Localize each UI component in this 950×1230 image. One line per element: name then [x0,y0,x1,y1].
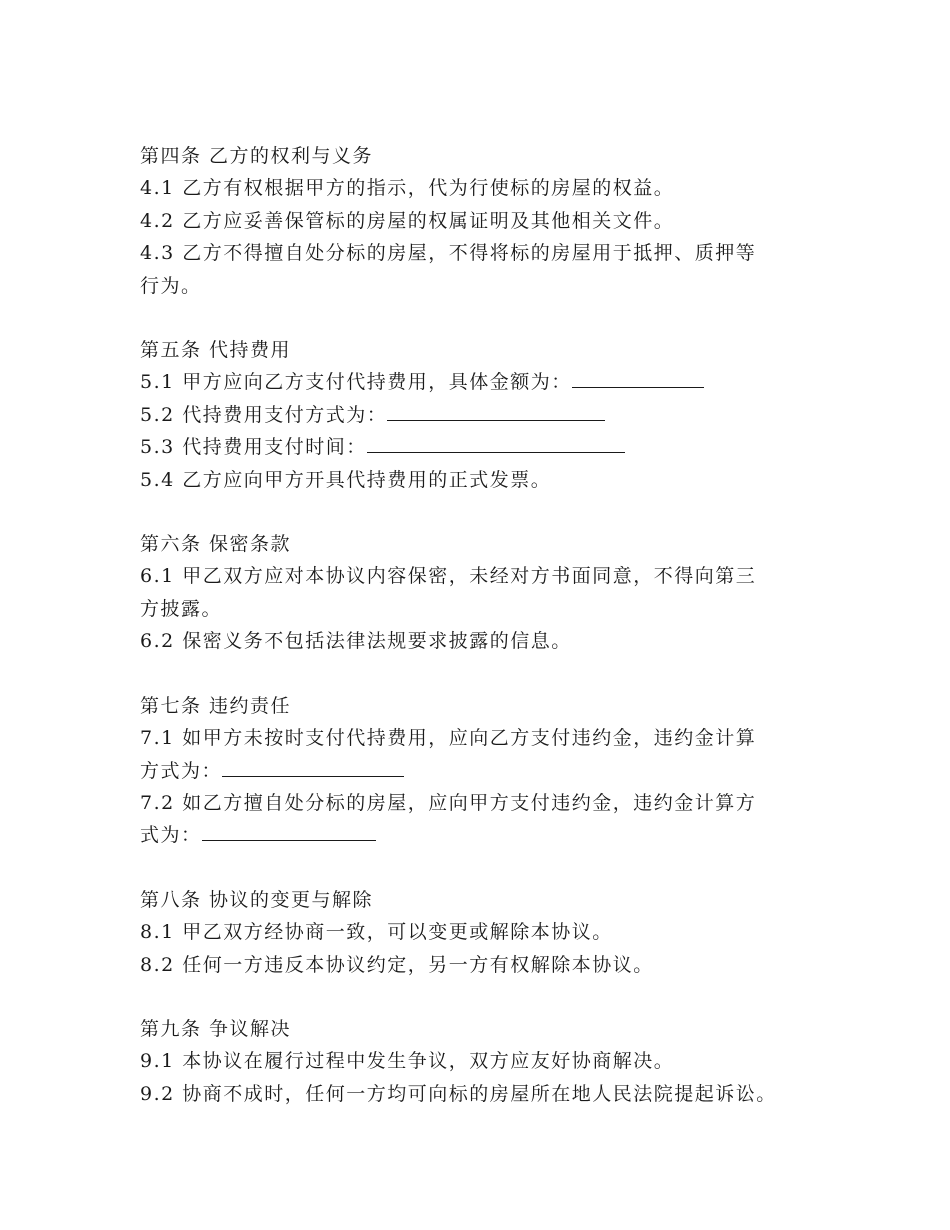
article-8 [140,884,840,981]
article-heading: 第五条 代持费用 [140,339,292,362]
clause-text: 5.1 甲方应向乙方支付代持费用，具体金额为： [140,371,572,394]
fill-in-blank[interactable] [387,402,605,421]
article-5 [140,334,840,496]
clause-text: 5.2 代持费用支付方式为： [140,403,388,426]
fill-in-blank[interactable] [202,822,376,841]
article-4 [140,140,840,302]
clause-5-2 [140,399,840,431]
clause-text: 方式为： [140,759,223,782]
document-body [140,140,840,1142]
clause-9-2: 9.2 协商不成时，任何一方均可向标的房屋所在地人民法院提起诉讼。 [140,1082,777,1105]
fill-in-blank[interactable] [222,758,404,777]
clause-7-1: 7.1 如甲方未按时支付代持费用，应向乙方支付违约金，违约金计算 [140,727,757,750]
clause-7-1-continued [140,755,840,787]
article-7 [140,690,840,852]
clause-5-3 [140,431,840,463]
clause-6-2: 6.2 保密义务不包括法律法规要求披露的信息。 [140,630,572,653]
clause-6-1-continued: 方披露。 [140,597,223,620]
clause-9-1: 9.1 本协议在履行过程中发生争议，双方应友好协商解决。 [140,1050,675,1073]
article-6 [140,528,840,658]
clause-8-1: 8.1 甲乙双方经协商一致，可以变更或解除本协议。 [140,921,613,944]
clause-7-2-continued [140,819,840,851]
fill-in-blank[interactable] [572,369,704,388]
clause-text: 5.3 代持费用支付时间： [140,436,367,459]
clause-5-4: 5.4 乙方应向甲方开具代持费用的正式发票。 [140,468,552,491]
clause-4-3: 4.3 乙方不得擅自处分标的房屋，不得将标的房屋用于抵押、质押等 [140,242,757,265]
article-heading: 第七条 违约责任 [140,694,292,717]
clause-4-2: 4.2 乙方应妥善保管标的房屋的权属证明及其他相关文件。 [140,209,675,232]
clause-4-1: 4.1 乙方有权根据甲方的指示，代为行使标的房屋的权益。 [140,177,675,200]
clause-8-2: 8.2 任何一方违反本协议约定，另一方有权解除本协议。 [140,953,654,976]
clause-5-1 [140,366,840,398]
clause-text: 式为： [140,824,202,847]
clause-6-1: 6.1 甲乙双方应对本协议内容保密，未经对方书面同意，不得向第三 [140,565,757,588]
article-9 [140,1013,840,1110]
article-heading: 第九条 争议解决 [140,1017,292,1040]
article-heading: 第八条 协议的变更与解除 [140,888,374,911]
article-heading: 第四条 乙方的权利与义务 [140,145,374,167]
clause-4-3-continued: 行为。 [140,274,202,297]
clause-7-2: 7.2 如乙方擅自处分标的房屋，应向甲方支付违约金，违约金计算方 [140,791,757,814]
article-heading: 第六条 保密条款 [140,533,292,556]
fill-in-blank[interactable] [367,434,625,453]
